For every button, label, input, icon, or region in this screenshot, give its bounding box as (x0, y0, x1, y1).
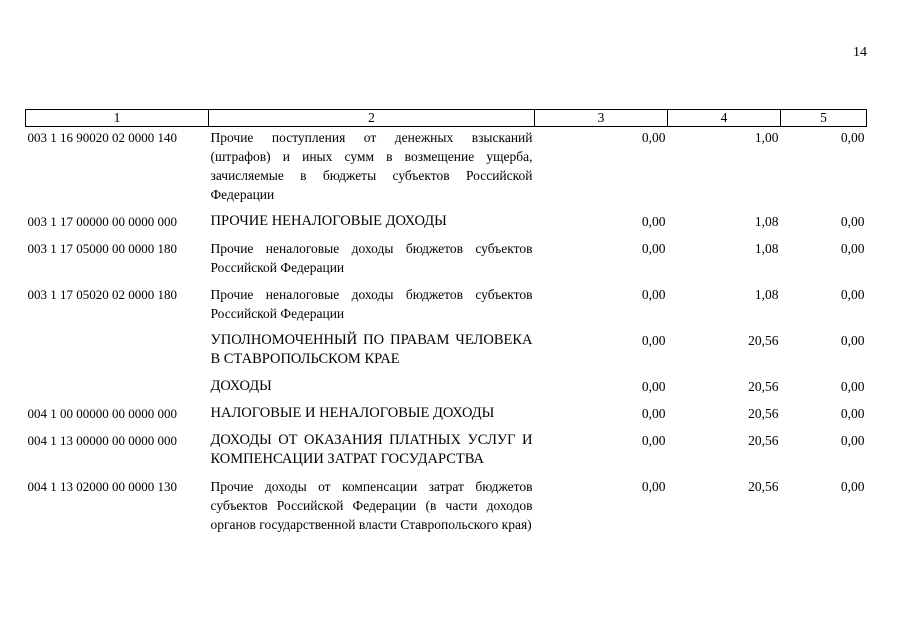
revenue-name-cell: ДОХОДЫ (210, 378, 272, 394)
table-row (26, 431, 867, 477)
value-col3-cell: 0,00 (641, 479, 666, 494)
budget-code-cell: 003 1 16 90020 02 0000 140 (27, 130, 177, 145)
value-col4-cell: 1,00 (754, 130, 779, 145)
column-header-4: 4 (668, 110, 781, 127)
value-col4-cell: 1,08 (754, 241, 779, 256)
budget-code-cell: 003 1 17 05020 02 0000 180 (27, 287, 177, 302)
value-col5-cell: 0,00 (840, 433, 865, 448)
value-col5-cell: 0,00 (840, 287, 865, 302)
value-col5-cell: 0,00 (840, 379, 865, 394)
value-col4-cell: 20,56 (748, 479, 779, 494)
value-col3-cell: 0,00 (641, 406, 666, 421)
value-col5-cell: 0,00 (840, 241, 865, 256)
value-col4-cell: 20,56 (748, 333, 779, 348)
value-col5-cell: 0,00 (840, 333, 865, 348)
revenue-name-cell: Прочие доходы от компенсации затрат бюджетов субъектов Российской Федерации (в части доходов органов государственной власти Ставропольского края) (210, 479, 533, 532)
budget-code-cell: 003 1 17 05000 00 0000 180 (27, 241, 177, 256)
table-row (26, 404, 867, 431)
page-number: 14 (853, 45, 867, 60)
revenue-name-cell: УПОЛНОМОЧЕННЫЙ ПО ПРАВАМ ЧЕЛОВЕКА В СТАВРОПОЛЬСКОМ КРАЕ (210, 332, 533, 367)
revenue-name-cell: НАЛОГОВЫЕ И НЕНАЛОГОВЫЕ ДОХОДЫ (210, 405, 495, 421)
budget-code-cell (26, 377, 209, 404)
value-col5-cell: 0,00 (840, 214, 865, 229)
table-row (26, 239, 867, 285)
value-col5-cell: 0,00 (840, 479, 865, 494)
column-header-1: 1 (26, 110, 209, 127)
table-row (26, 331, 867, 377)
revenue-name-cell: ДОХОДЫ ОТ ОКАЗАНИЯ ПЛАТНЫХ УСЛУГ И КОМПЕНСАЦИИ ЗАТРАТ ГОСУДАРСТВА (210, 432, 533, 467)
revenue-name-cell: Прочие неналоговые доходы бюджетов субъектов Российской Федерации (210, 241, 533, 275)
table-header-row (26, 110, 867, 127)
budget-code-cell: 004 1 13 00000 00 0000 000 (27, 433, 177, 448)
value-col3-cell: 0,00 (641, 287, 666, 302)
revenue-name-cell: ПРОЧИЕ НЕНАЛОГОВЫЕ ДОХОДЫ (210, 213, 447, 229)
value-col3-cell: 0,00 (641, 333, 666, 348)
revenue-name-cell: Прочие поступления от денежных взысканий (штрафов) и иных сумм в возмещение ущерба, зачисляемые в бюджеты субъектов Российской Федерации (210, 130, 533, 202)
revenue-name-cell: Прочие неналоговые доходы бюджетов субъектов Российской Федерации (210, 287, 533, 321)
value-col3-cell: 0,00 (641, 130, 666, 145)
value-col4-cell: 1,08 (754, 214, 779, 229)
value-col4-cell: 20,56 (748, 379, 779, 394)
value-col3-cell: 0,00 (641, 241, 666, 256)
value-col5-cell: 0,00 (840, 406, 865, 421)
value-col4-cell: 20,56 (748, 406, 779, 421)
table-body (26, 127, 867, 543)
revenue-table (25, 109, 867, 542)
budget-code-cell: 003 1 17 00000 00 0000 000 (27, 214, 177, 229)
value-col5-cell: 0,00 (840, 130, 865, 145)
budget-code-cell: 004 1 13 02000 00 0000 130 (27, 479, 177, 494)
column-header-3: 3 (535, 110, 668, 127)
budget-code-cell: 004 1 00 00000 00 0000 000 (27, 406, 177, 421)
value-col3-cell: 0,00 (641, 379, 666, 394)
table-row (26, 477, 867, 542)
column-header-2: 2 (209, 110, 535, 127)
budget-code-cell (26, 331, 209, 377)
value-col3-cell: 0,00 (641, 214, 666, 229)
value-col4-cell: 1,08 (754, 287, 779, 302)
table-row (26, 285, 867, 331)
table-row (26, 127, 867, 213)
table-row (26, 377, 867, 404)
value-col3-cell: 0,00 (641, 433, 666, 448)
column-header-5: 5 (781, 110, 867, 127)
value-col4-cell: 20,56 (748, 433, 779, 448)
table-row (26, 212, 867, 239)
